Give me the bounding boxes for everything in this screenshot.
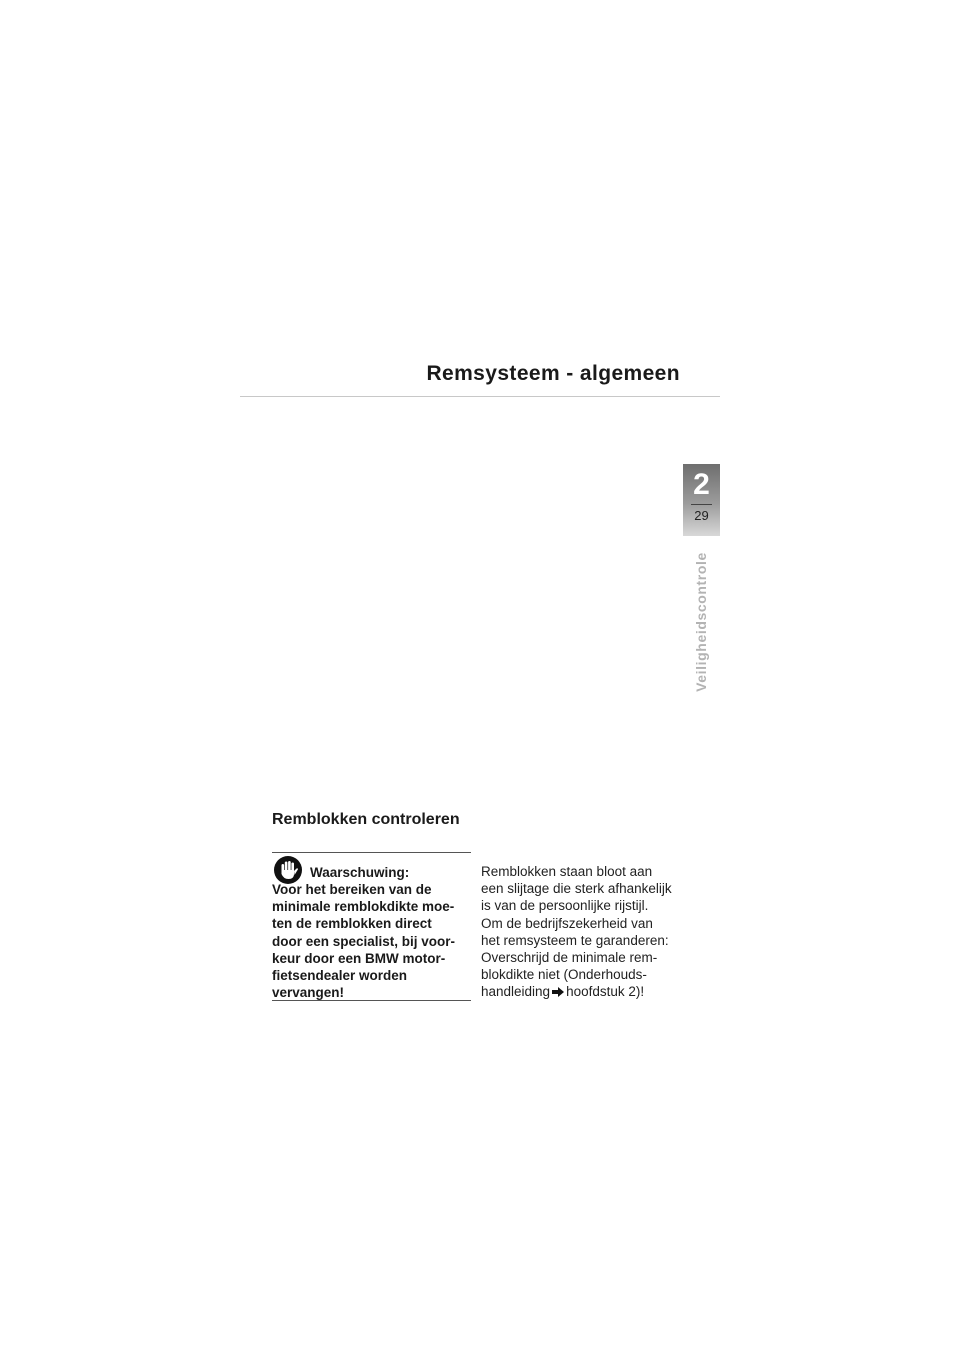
title-divider <box>240 396 720 397</box>
body-text-main: Remblokken staan bloot aan een slijtage die sterk afhankelijk is van de persoonlijke rijstijl. Om de bedrijfszekerheid van het remsysteem te garanderen: Overschrijd de minimale rem- blokdikte niet (Onderhouds- handleiding <box>481 864 672 1000</box>
body-text <box>481 863 691 1001</box>
page-number: 29 <box>694 508 709 523</box>
chapter-divider <box>691 504 712 505</box>
warning-text: Voor het bereiken van de minimale remblokdikte moe- ten de remblokken direct door een specialist, bij voor- keur door een BMW motor- fietsendealer worden vervangen! <box>272 882 456 1001</box>
chapter-tab <box>683 464 720 536</box>
warning-box <box>272 852 471 1001</box>
section-heading: Remblokken controleren <box>272 811 460 828</box>
page-title: Remsysteem - algemeen <box>426 362 680 385</box>
body-text-tail: hoofdstuk 2)! <box>566 984 645 1000</box>
chapter-number: 2 <box>693 468 710 501</box>
chapter-side-label: Veiligheidscontrole <box>693 552 709 692</box>
arrow-right-icon <box>552 987 564 997</box>
warning-label: Waarschuwing: <box>310 865 410 880</box>
